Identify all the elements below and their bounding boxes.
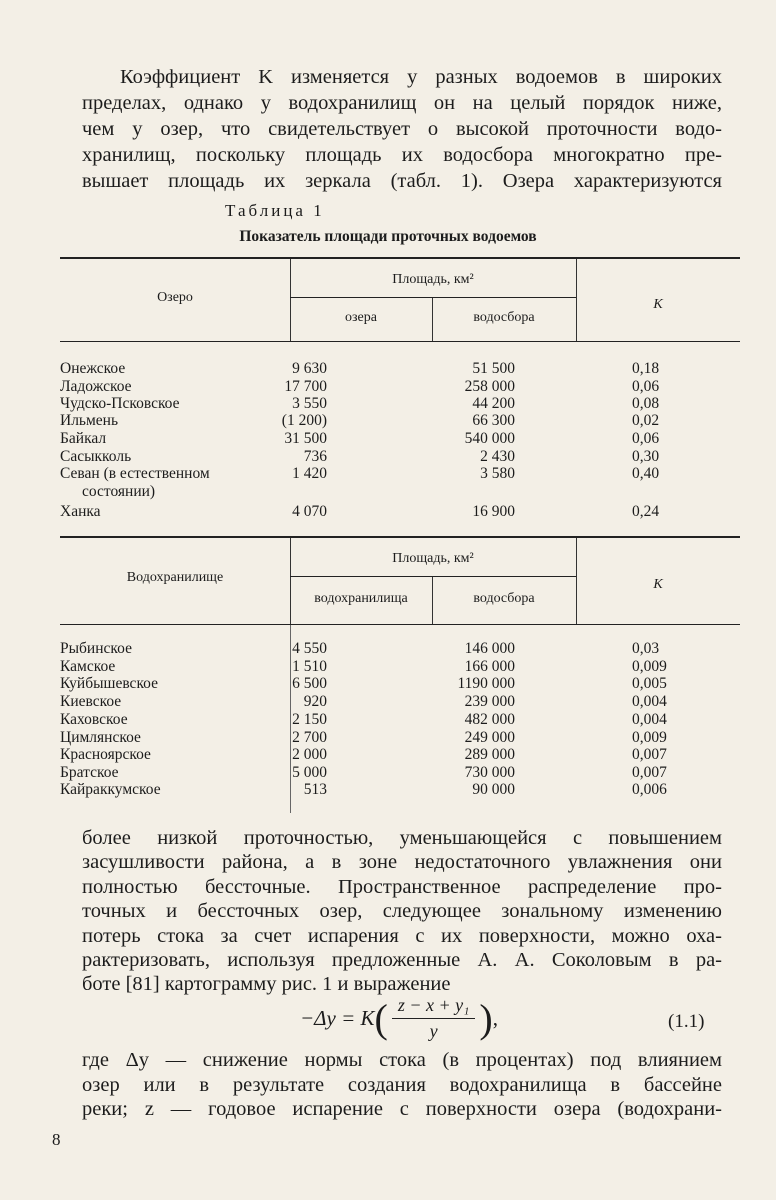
k-value: 0,08 — [632, 395, 660, 412]
body-paragraph — [82, 826, 722, 997]
equation — [300, 995, 498, 1042]
table-title: Показатель площади проточных водоемов — [239, 228, 537, 245]
equation-trail: , — [492, 1006, 498, 1030]
col-header-catchment: водосбора — [473, 591, 535, 606]
catchment-area: 2 430 — [480, 448, 515, 465]
lake-area: 1 420 — [292, 465, 327, 482]
k-value: 0,24 — [632, 503, 660, 520]
catchment-area: 146 000 — [464, 640, 515, 657]
text-line: потерь стока за счет испарения с их поверхности, можно оха- — [82, 924, 722, 947]
lake-area: 17 700 — [284, 378, 327, 395]
k-value: 0,02 — [632, 412, 660, 429]
k-value: 0,18 — [632, 360, 660, 377]
text-line: полностью бессточные. Пространственное распределение про- — [82, 875, 722, 898]
text-line: рактеризовать, используя предложенные А. А. Соколовым в ра- — [82, 949, 722, 972]
lake-area: 736 — [303, 448, 327, 465]
right-paren: ) — [479, 995, 493, 1041]
lake-name: Чудско-Псковское — [60, 395, 180, 412]
catchment-area: 730 000 — [464, 764, 515, 781]
table-caption: Таблица 1 — [225, 201, 325, 220]
catchment-area: 249 000 — [464, 729, 515, 746]
reservoir-area: 920 — [303, 693, 327, 710]
catchment-area: 51 500 — [472, 360, 515, 377]
lake-name: Онежское — [60, 360, 126, 377]
lake-name: состоянии) — [82, 483, 156, 500]
text-line: хранилищ, поскольку площадь их водосбора многократно пре- — [82, 144, 722, 166]
lake-area: 9 630 — [292, 360, 327, 377]
equation-number: (1.1) — [668, 1011, 705, 1032]
col-header-lake-area: озера — [345, 310, 377, 325]
lake-name: Сасыкколь — [60, 448, 132, 465]
header-bottom-rule — [60, 624, 740, 625]
col-header-k: K — [653, 297, 663, 312]
k-value: 0,007 — [632, 746, 667, 763]
k-value: 0,03 — [632, 640, 660, 657]
k-value: 0,06 — [632, 430, 660, 447]
lake-name: Байкал — [60, 430, 107, 447]
reservoir-area: 2 000 — [292, 746, 327, 763]
page-number: 8 — [52, 1130, 61, 1149]
text-line: пределах, однако у водохранилищ он на целый порядок ниже, — [82, 92, 722, 114]
col-header-lake: Озеро — [157, 290, 193, 305]
text-line: Коэффициент K изменяется у разных водоемов в широких — [120, 66, 722, 88]
reservoir-area: 1 510 — [292, 658, 327, 675]
left-paren: ( — [374, 995, 388, 1041]
fraction-numerator: z − x + y₁ — [392, 995, 476, 1019]
text-line: вышает площадь их зеркала (табл. 1). Озера характеризуются — [82, 170, 722, 192]
text-line: озер или в результате создания водохранилища в бассейне — [82, 1073, 722, 1096]
catchment-area: 44 200 — [472, 395, 515, 412]
reservoir-name: Куйбышевское — [60, 675, 159, 692]
text-line: точных и бессточных озер, следующее зональному изменению — [82, 900, 722, 923]
table-row — [60, 501, 740, 522]
text-line: реки; z — годовое испарение с поверхности озера (водохрани- — [82, 1098, 722, 1120]
lake-area: 4 070 — [292, 503, 327, 520]
catchment-area: 258 000 — [464, 378, 515, 395]
equation-lhs: −Δy = K — [300, 1006, 375, 1030]
catchment-area: 289 000 — [464, 746, 515, 763]
reservoir-name: Братское — [60, 764, 119, 781]
catchment-area: 90 000 — [472, 781, 515, 798]
lake-area: 31 500 — [284, 430, 327, 447]
col-header-area: Площадь, км² — [392, 551, 474, 566]
col-header-reservoir-area: водохранилища — [314, 591, 408, 606]
col-header-area: Площадь, км² — [392, 272, 474, 287]
lake-area: (1 200) — [281, 412, 327, 429]
reservoir-area: 4 550 — [292, 640, 327, 657]
catchment-area: 482 000 — [464, 711, 515, 728]
reservoir-area: 513 — [303, 781, 327, 798]
catchment-area: 3 580 — [480, 465, 515, 482]
col-header-reservoir: Водохранилище — [126, 570, 224, 585]
table-row — [60, 779, 740, 800]
text-line: чем у озер, что свидетельствует о высокой проточности водо- — [82, 118, 722, 140]
reservoir-area: 5 000 — [292, 764, 327, 781]
text-line: засушливости района, а в зоне недостаточного увлажнения они — [82, 851, 722, 874]
intro-paragraph — [82, 64, 722, 194]
k-value: 0,009 — [632, 729, 667, 746]
header-subrule — [290, 576, 576, 577]
k-value: 0,004 — [632, 693, 667, 710]
reservoir-area: 2 700 — [292, 729, 327, 746]
reservoir-name: Кайраккумское — [60, 781, 161, 798]
reservoir-name: Каховское — [60, 711, 128, 728]
reservoir-area: 6 500 — [292, 675, 327, 692]
header-bottom-rule — [60, 341, 740, 342]
catchment-area: 1190 000 — [457, 675, 515, 692]
lake-name: Ханка — [60, 503, 101, 520]
reservoir-name: Цимлянское — [60, 729, 141, 746]
reservoir-name: Камское — [60, 658, 116, 675]
k-value: 0,005 — [632, 675, 667, 692]
catchment-area: 66 300 — [472, 412, 515, 429]
k-value: 0,007 — [632, 764, 667, 781]
definitions-paragraph — [82, 1048, 722, 1122]
catchment-area: 540 000 — [464, 430, 515, 447]
k-value: 0,006 — [632, 781, 667, 798]
fraction-denominator: y — [429, 1021, 438, 1041]
k-value: 0,004 — [632, 711, 667, 728]
k-value: 0,30 — [632, 448, 660, 465]
lake-name: Ильмень — [60, 412, 119, 429]
k-value: 0,40 — [632, 465, 660, 482]
reservoir-name: Красноярское — [60, 746, 151, 763]
k-value: 0,06 — [632, 378, 660, 395]
reservoir-name: Рыбинское — [60, 640, 132, 657]
table-top-rule — [60, 257, 740, 259]
catchment-area: 239 000 — [464, 693, 515, 710]
lake-area: 3 550 — [292, 395, 327, 412]
lake-name: Севан (в естественном — [60, 465, 210, 482]
table-row — [60, 481, 740, 502]
col-header-k: K — [653, 577, 663, 592]
header-subrule — [290, 297, 576, 298]
k-value: 0,009 — [632, 658, 667, 675]
text-line: боте [81] картограмму рис. 1 и выражение — [82, 973, 451, 996]
col-header-catchment: водосбора — [473, 310, 535, 325]
section-rule — [60, 536, 740, 538]
fraction — [392, 995, 476, 1042]
text-line: более низкой проточностью, уменьшающейся с повышением — [82, 827, 722, 849]
text-line: где Δy — снижение нормы стока (в процентах) под влиянием — [82, 1049, 722, 1071]
reservoir-area: 2 150 — [292, 711, 327, 728]
catchment-area: 16 900 — [472, 503, 515, 520]
lake-name: Ладожское — [60, 378, 132, 395]
reservoir-name: Киевское — [60, 693, 122, 710]
catchment-area: 166 000 — [464, 658, 515, 675]
